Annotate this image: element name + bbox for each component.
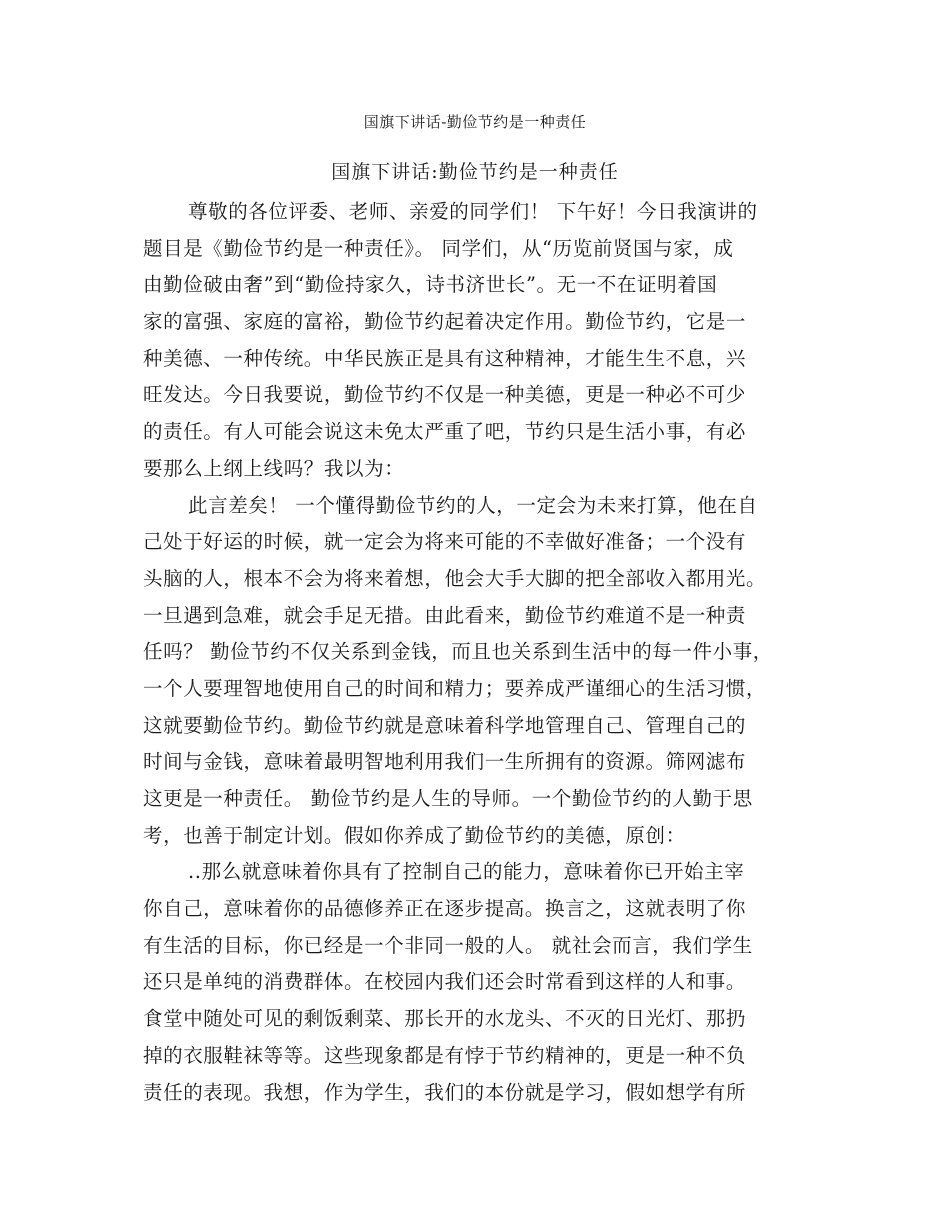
text-line: 一个人要理智地使用自己的时间和精力；要养成严谨细心的生活习惯，: [143, 676, 767, 700]
text-line: 食堂中随处可见的剩饭剩菜、那长开的水龙头、不灭的日光灯、那扔: [143, 1007, 747, 1031]
text-line: 责任的表现。我想，作为学生，我们的本份就是学习，假如想学有所: [143, 1080, 747, 1104]
text-line: 掉的衣服鞋袜等等。这些现象都是有悖于节约精神的，更是一种不负: [143, 1043, 747, 1067]
document-title: 国旗下讲话:勤俭节约是一种责任: [331, 161, 619, 183]
text-line: 种美德、一种传统。中华民族正是具有这种精神，才能生生不息，兴: [143, 346, 747, 370]
body-text: [143, 194, 818, 1111]
text-line: 的责任。有人可能会说这未免太严重了吧，节约只是生活小事，有必: [143, 420, 747, 444]
text-line: 己处于好运的时候，就一定会为将来可能的不幸做好准备；一个没有: [143, 530, 747, 554]
text-line: 尊敬的各位评委、老师、亲爱的同学们！ 下午好！今日我演讲的: [188, 200, 758, 223]
text-line: 这就要勤俭节约。勤俭节约就是意味着科学地管理自己、管理自己的: [143, 713, 747, 737]
text-line: 由勤俭破由奢”到“勤俭持家久，诗书济世长”。无一不在证明着国: [143, 273, 718, 297]
text-line: 头脑的人，根本不会为将来着想，他会大手大脚的把全部收入都用光。: [143, 566, 767, 590]
text-line: 考，也善于制定计划。假如你养成了勤俭节约的美德，原创：: [143, 823, 686, 847]
header-title: 国旗下讲话-勤俭节约是一种责任: [363, 113, 587, 131]
text-line: 有生活的目标，你已经是一个非同一般的人。 就社会而言，我们学生: [143, 933, 753, 957]
text-line: 时间与金钱，意味着最明智地利用我们一生所拥有的资源。筛网滤布: [143, 750, 747, 774]
text-line: 这更是一种责任。 勤俭节约是人生的导师。一个勤俭节约的人勤于思: [143, 787, 753, 810]
text-line: ..那么就意味着你具有了控制自己的能力，意味着你已开始主宰: [188, 860, 745, 884]
text-line: 题目是《勤俭节约是一种责任》。 同学们，从“历览前贤国与家，成: [143, 236, 734, 260]
text-line: 你自己，意味着你的品德修养正在逐步提高。换言之，这就表明了你: [143, 897, 747, 921]
text-line: 一旦遇到急难，就会手足无措。由此看来，勤俭节约难道不是一种责: [143, 603, 747, 627]
text-line: 旺发达。今日我要说，勤俭节约不仅是一种美德，更是一种必不可少: [143, 383, 747, 407]
text-line: 要那么上纲上线吗？我以为：: [143, 456, 405, 480]
text-line: 任吗？ 勤俭节约不仅关系到金钱，而且也关系到生活中的每一件小事，: [143, 640, 773, 664]
text-line: 此言差矣！ 一个懂得勤俭节约的人，一定会为未来打算，他在自: [188, 493, 758, 517]
text-line: 家的富强、家庭的富裕，勤俭节约起着决定作用。勤俭节约，它是一: [143, 310, 747, 334]
text-line: 还只是单纯的消费群体。在校园内我们还会时常看到这样的人和事。: [143, 970, 747, 994]
